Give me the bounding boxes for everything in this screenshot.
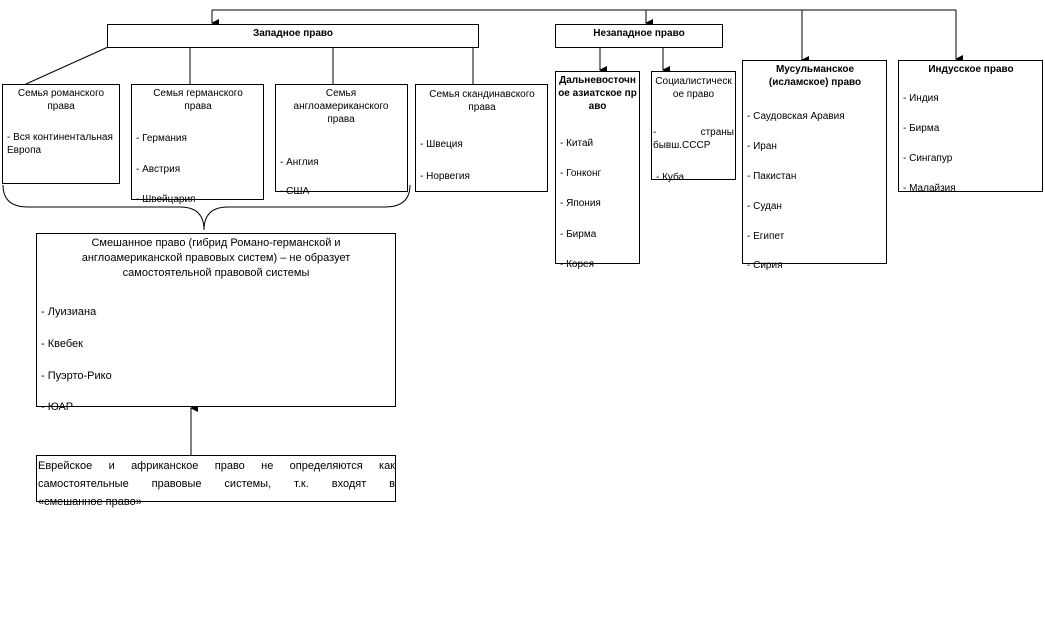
socialist-law-title: Социалистическое право [655, 76, 732, 100]
muslim-law-title-text: Мусульманское (исламское) право [768, 64, 862, 88]
muslim-item-iran: - Иран [747, 141, 777, 152]
anglo-item-england: - Англия [280, 157, 319, 168]
germanic-item-austria: - Австрия [136, 164, 181, 175]
muslim-item-saudi-arabia: - Саудовская Аравия [747, 111, 845, 122]
muslim-law-box [742, 60, 887, 271]
romance-family-box [2, 84, 120, 184]
mixed-item-quebec: - Квебек [41, 338, 83, 350]
note-line-3: «смешанное право» [38, 496, 142, 508]
fareast-item-japan: - Япония [560, 198, 601, 209]
hindu-item-india: - Индия [903, 93, 939, 104]
anglo-family-title: Семья англоамериканского права [293, 88, 389, 125]
mixed-item-louisiana: - Луизиана [41, 306, 97, 318]
socialist-item-cuba: - Куба [656, 172, 685, 183]
hindu-item-malaysia: - Малайзия [903, 183, 956, 194]
muslim-item-sudan: - Судан [747, 201, 782, 212]
socialist-law-box [651, 71, 736, 183]
germanic-family-title: Семья германского права [153, 88, 243, 112]
mixed-law-box [36, 233, 396, 413]
scandinavian-family-title: Семья скандинавского права [429, 89, 535, 113]
scandinavian-item-sweden: - Швеция [420, 139, 463, 150]
arrow-to-romance [26, 47, 108, 84]
anglo-family-box [275, 84, 408, 197]
scandinavian-family-box [415, 84, 548, 192]
note-line-1: Еврейское и африканское право не определяются как [38, 460, 395, 472]
note-line-2: самостоятельные правовые системы, т.к. входят в [38, 478, 395, 490]
fareast-item-korea: - Корея [560, 259, 595, 270]
fareast-item-burma: - Бирма [560, 229, 597, 240]
germanic-item-switzerland: - Швейцария [136, 194, 196, 205]
romance-family-title: Семья романского права [17, 88, 105, 112]
hindu-law-title: Индусское право [928, 64, 1014, 75]
muslim-item-pakistan: - Пакистан [747, 171, 797, 182]
muslim-law-title [751, 63, 879, 89]
hindu-law-box [898, 60, 1043, 192]
hindu-item-burma: - Бирма [903, 123, 940, 134]
muslim-item-egypt: - Египет [747, 231, 785, 242]
fareast-item-hong-kong: - Гонконг [560, 168, 602, 179]
nonwestern-law-header [555, 24, 723, 48]
socialist-item-ussr: - страны бывш.СССР [653, 127, 734, 151]
mixed-law-title: Смешанное право (гибрид Романо-германской и англоамериканской правовых систем) – не образует самостоятельной правовой системы [81, 237, 351, 279]
western-law-header [107, 24, 479, 48]
romance-item: - Вся континентальная Европа [7, 132, 113, 156]
fareast-law-title: Дальневосточное азиатское право [558, 75, 637, 112]
mixed-item-south-africa: - ЮАР [41, 401, 74, 413]
anglo-item-usa: - США [280, 186, 310, 197]
germanic-item-germany: - Германия [136, 133, 187, 144]
nonwestern-law-label: Незападное право [593, 28, 685, 39]
scandinavian-item-norway: - Норвегия [420, 171, 470, 182]
fareast-item-china: - Китай [560, 138, 594, 149]
germanic-family-box [131, 84, 264, 205]
hindu-item-singapore: - Сингапур [903, 153, 953, 164]
note-box [36, 455, 396, 508]
mixed-item-puerto-rico: - Пуэрто-Рико [41, 370, 112, 382]
muslim-item-syria: - Сирия [747, 260, 783, 271]
western-law-label: Западное право [252, 28, 334, 39]
fareast-law-box [555, 71, 640, 270]
